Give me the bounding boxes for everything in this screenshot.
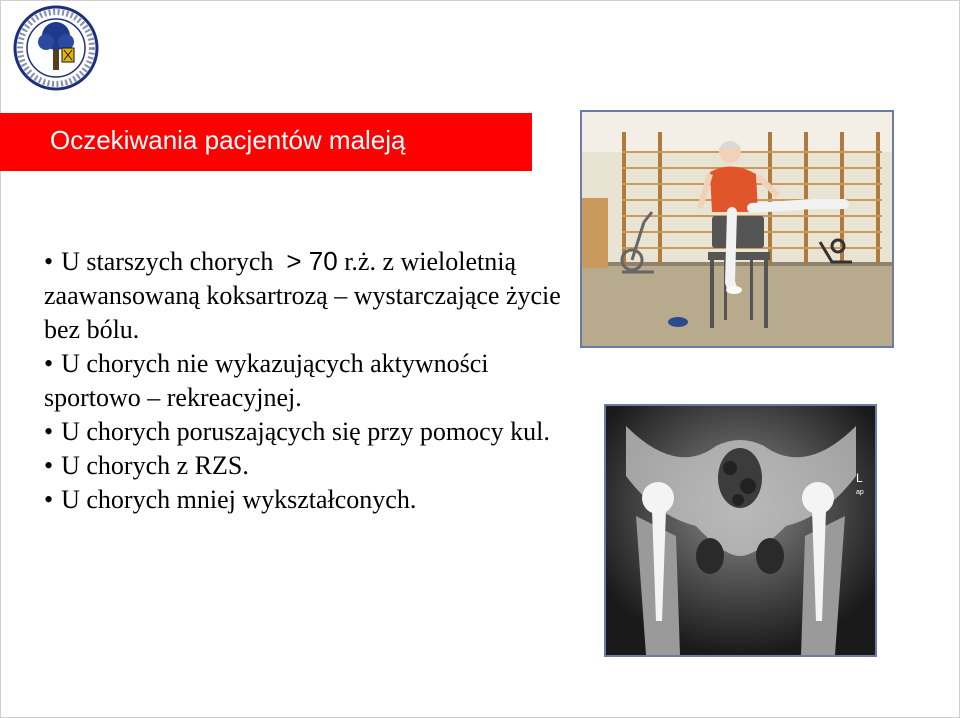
xray-image [604, 404, 877, 657]
title-bar [0, 113, 532, 171]
bullet-text: U chorych nie wykazujących aktywności sportowo – rekreacyjnej. [44, 349, 489, 412]
bullet-marker: • [44, 349, 54, 378]
bullet-item [44, 483, 564, 517]
bullet-item [44, 347, 564, 415]
clinic-logo [12, 4, 100, 92]
bullet-text-emph: > 70 [286, 246, 338, 276]
bullet-marker: • [44, 417, 54, 446]
bullet-item [44, 449, 564, 483]
bullet-item [44, 244, 564, 347]
bullet-text: U chorych poruszających się przy pomocy kul. [61, 417, 550, 446]
bullet-marker: • [44, 247, 54, 276]
slide-title: Oczekiwania pacjentów maleją [50, 125, 406, 155]
xray-view-marker: ap [856, 489, 864, 496]
bullet-text: U chorych z RZS. [61, 451, 249, 480]
bullet-text: U chorych mniej wykształconych. [61, 485, 417, 514]
bullet-item [44, 415, 564, 449]
xray-side-marker: L [856, 471, 863, 485]
exercise-photo [580, 110, 894, 348]
bullet-text-post: r.ż. z wieloletnią zaawansowaną koksartrozą – wystarczające życie bez bólu. [44, 247, 561, 344]
bullet-marker: • [44, 485, 54, 514]
bullet-marker: • [44, 451, 54, 480]
bullet-list [44, 244, 564, 517]
bullet-text-pre: U starszych chorych [61, 247, 287, 276]
